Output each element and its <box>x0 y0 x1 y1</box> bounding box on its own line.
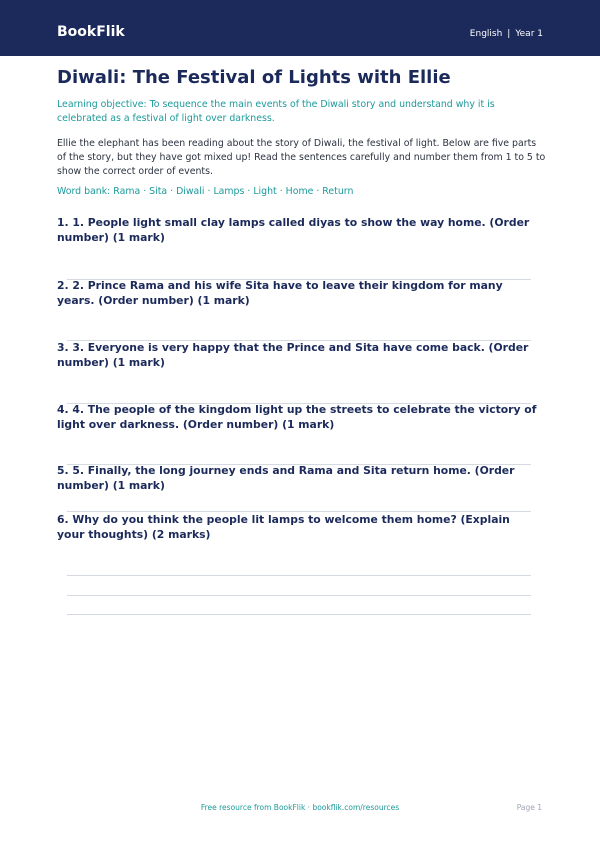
page-header <box>0 0 600 56</box>
intro-paragraph: Ellie the elephant has been reading about the story of Diwali, the festival of light. Below are five parts of the story, but they have got mixed up! Read the sentences carefully and number them from 1 to 5 to show the correct order of events. <box>57 138 546 177</box>
worksheet-title: Diwali: The Festival of Lights with Ellie <box>57 67 451 88</box>
word-bank: Word bank: Rama · Sita · Diwali · Lamps · Light · Home · Return <box>57 186 354 197</box>
year-label: Year 1 <box>515 29 543 39</box>
question-3: 3. 3. Everyone is very happy that the Prince and Sita have come back. (Order number) (1 mark) <box>57 341 529 369</box>
subject-label: English <box>469 29 503 39</box>
answer-line-6b[interactable] <box>67 595 531 596</box>
header-meta <box>470 27 543 41</box>
question-4: 4. 4. The people of the kingdom light up the streets to celebrate the victory of light over darkness. (Order number) (1 mark) <box>57 403 537 431</box>
question-5: 5. 5. Finally, the long journey ends and Rama and Sita return home. (Order number) (1 mark) <box>57 464 515 492</box>
learning-objective: Learning objective: To sequence the main events of the Diwali story and understand why it is celebrated as a festival of light over darkness. <box>57 99 495 124</box>
page-number: Page 1 <box>516 803 542 812</box>
question-6: 6. Why do you think the people lit lamps to welcome them home? (Explain your thoughts) (2 marks) <box>57 513 510 541</box>
answer-line-6a[interactable] <box>67 575 531 576</box>
question-2: 2. 2. Prince Rama and his wife Sita have to leave their kingdom for many years. (Order number) (1 mark) <box>57 279 503 307</box>
answer-line-6c[interactable] <box>67 614 531 615</box>
page-footer <box>0 802 600 814</box>
meta-separator: | <box>507 29 511 39</box>
footer-source: Free resource from BookFlik · bookflik.com/resources <box>200 803 400 812</box>
question-1: 1. 1. People light small clay lamps called diyas to show the way home. (Order number) (1 mark) <box>57 216 530 244</box>
brand-logo: BookFlik <box>57 24 125 40</box>
